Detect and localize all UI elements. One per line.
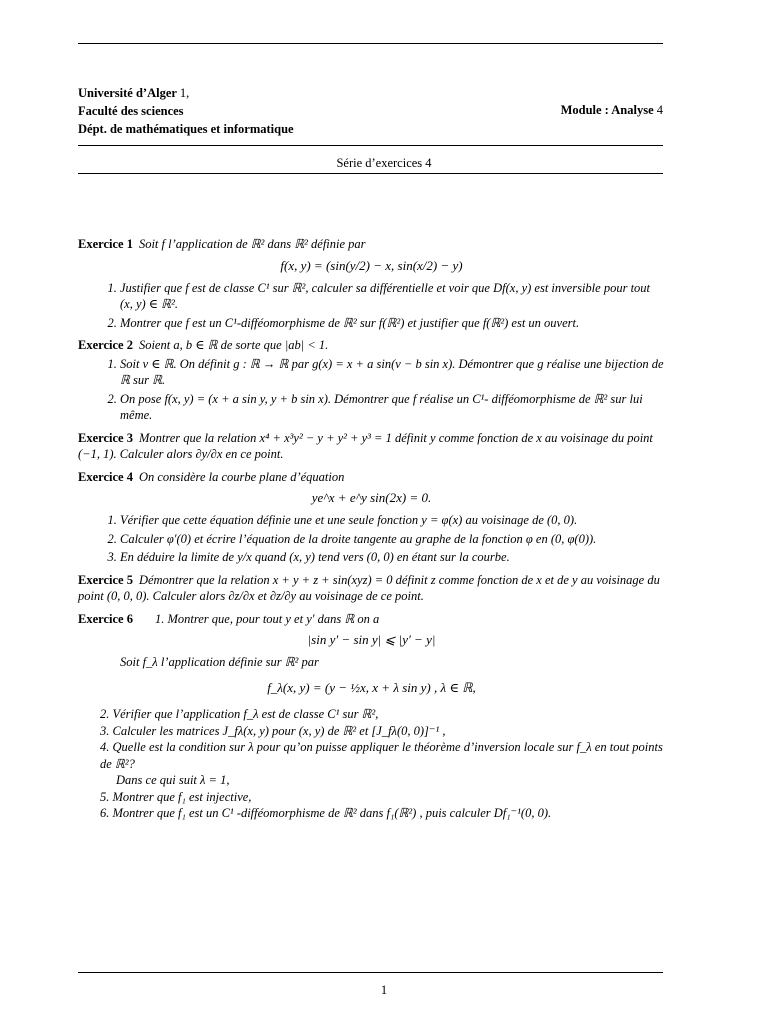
exercise-6-intro: Soit f_λ l’application définie sur ℝ² par	[120, 655, 319, 670]
series-title: Série d’exercices 4	[336, 156, 432, 170]
exercise-6-note: Dans ce qui suit λ = 1,	[116, 773, 230, 788]
header-institution	[78, 84, 294, 138]
exercise-6-item: 4. Quelle est la condition sur λ pour qu’on puisse appliquer le théorème d’inversion locale sur f_λ en tout points de ℝ²?	[100, 740, 663, 771]
exercise-6-formula-1: |sin y′ − sin y| ⩽ |y′ − y|	[307, 632, 436, 648]
exercise-1-item: 1. Justifier que f est de classe C¹ sur ℝ², calculer sa différentielle et voir que Df(x, y) est inversible pour tout (x, y) ∈ ℝ².	[120, 280, 665, 313]
exercise-6-item: 6. Montrer que f₁ est un C¹ -difféomorphisme de ℝ² dans f₁(ℝ²) , puis calculer Df₁⁻¹(0, 0).	[100, 806, 552, 821]
exercise-4	[78, 469, 665, 566]
exercises	[78, 236, 665, 822]
faculty-name: Faculté des sciences	[78, 104, 184, 118]
exercise-6-item: 2. Vérifier que l’application f_λ est de classe C¹ sur ℝ²,	[100, 707, 379, 722]
exercise-6-title: Exercice 6	[78, 611, 133, 626]
exercise-4-formula: ye^x + e^y sin(2x) = 0.	[311, 490, 432, 506]
exercise-2	[78, 337, 665, 424]
exercise-1-formula: f(x, y) = (sin(y/2) − x, sin(x/2) − y)	[280, 257, 463, 273]
exercise-5	[78, 572, 665, 605]
page-number: 1	[380, 983, 388, 997]
header-rule	[78, 145, 663, 146]
exercise-5-title: Exercice 5	[78, 572, 133, 587]
exercise-3	[78, 430, 665, 463]
exercise-1	[78, 236, 665, 331]
exercise-6-item-1: 1. Montrer que, pour tout y et y′ dans ℝ on a	[154, 611, 380, 626]
series-rule	[78, 173, 663, 174]
exercise-4-item: 2. Calculer φ′(0) et écrire l’équation de la droite tangente au graphe de la fonction φ en (0, φ(0)).	[120, 531, 665, 548]
exercise-2-item: 1. Soit v ∈ ℝ. On définit g : ℝ → ℝ par g(x) = x + a sin(v − b sin x). Démontrer que g réalise une bijection de ℝ sur ℝ.	[120, 356, 665, 389]
exercise-4-intro: On considère la courbe plane d’équation	[138, 469, 345, 484]
exercise-6	[78, 611, 665, 822]
exercise-1-intro: Soit f l’application de ℝ² dans ℝ² définie par	[138, 237, 366, 251]
exercise-2-title: Exercice 2	[78, 338, 133, 353]
exercise-2-item: 2. On pose f(x, y) = (x + a sin y, y + b sin x). Démontrer que f réalise un C¹- difféomorphisme de ℝ² sur lui même.	[120, 391, 665, 424]
exercise-2-intro: Soient a, b ∈ ℝ de sorte que |ab| < 1.	[138, 338, 329, 353]
department-name: Dépt. de mathématiques et informatique	[78, 122, 294, 136]
exercise-5-text: Démontrer que la relation x + y + z + sin(xyz) = 0 définit z comme fonction de x et de y au voisinage du point (0, 0, 0). Calculer alors ∂z/∂x et ∂z/∂y au voisinage de ce point.	[78, 572, 660, 604]
footer-rule	[78, 972, 663, 973]
exercise-6-formula-2: f_λ(x, y) = (y − ½x, x + λ sin y) , λ ∈ ℝ,	[267, 679, 476, 695]
module-label: Module : Analyse 4	[560, 103, 663, 117]
university-name: Université d’Alger	[78, 86, 177, 100]
exercise-1-item: 2. Montrer que f est un C¹-difféomorphisme de ℝ² sur f(ℝ²) et justifier que f(ℝ²) est un ouvert.	[120, 315, 665, 332]
exercise-6-item: 5. Montrer que f₁ est injective,	[100, 789, 252, 804]
exercise-4-title: Exercice 4	[78, 469, 133, 484]
exercise-4-item: 3. En déduire la limite de y/x quand (x, y) tend vers (0, 0) en étant sur la courbe.	[120, 549, 665, 566]
exercise-3-text: Montrer que la relation x⁴ + x³y² − y + y² + y³ = 1 définit y comme fonction de x au voisinage du point (−1, 1). Calculer alors ∂y/∂x en ce point.	[78, 430, 653, 462]
exercise-1-title: Exercice 1	[78, 237, 133, 251]
exercise-6-item: 3. Calculer les matrices J_fλ(x, y) pour (x, y) de ℝ² et [J_fλ(0, 0)]⁻¹ ,	[100, 723, 446, 738]
exercise-4-item: 1. Vérifier que cette équation définie une et une seule fonction y = φ(x) au voisinage de (0, 0).	[120, 512, 665, 529]
university-number: 1,	[179, 86, 190, 100]
exercise-3-title: Exercice 3	[78, 430, 133, 445]
top-rule	[78, 43, 663, 44]
